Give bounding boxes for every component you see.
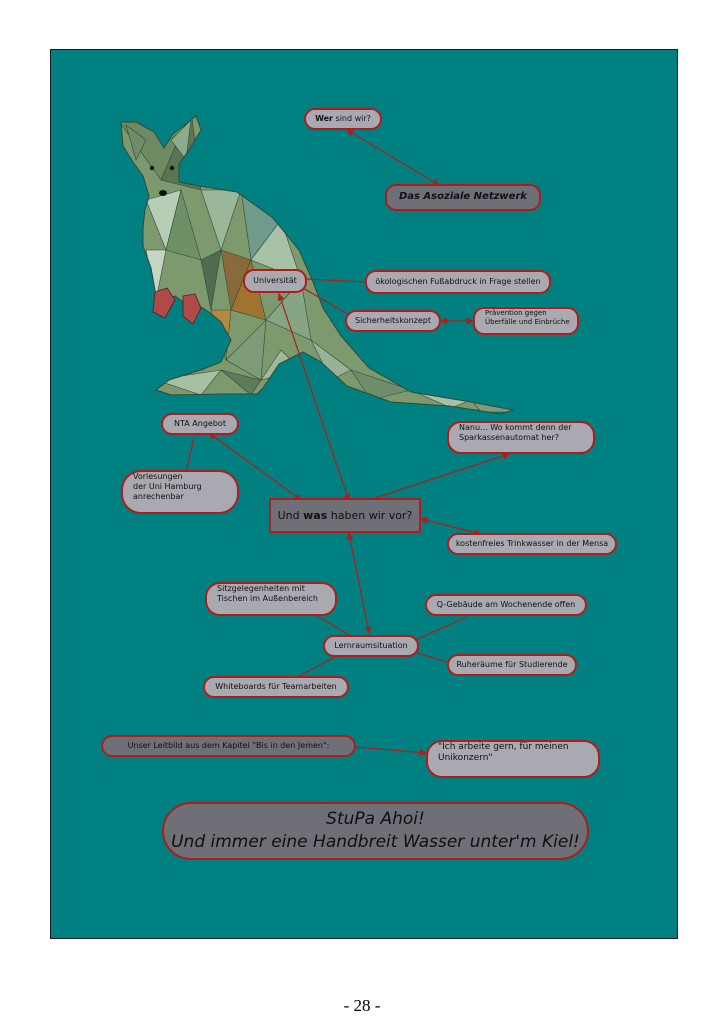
node-zitat-unikonzern[interactable] [426,740,600,778]
node-center-post: haben wir vor? [327,508,413,522]
node-nta-angebot[interactable] [161,413,239,435]
node-qgebaeude-label: Q-Gebäude am Wochenende offen [436,600,576,609]
node-center-pre: Und [277,508,304,522]
node-das-asoziale-netzwerk[interactable] [385,184,541,211]
node-sicherheitskonzept[interactable] [345,310,441,332]
node-sitzgelegenheiten[interactable] [205,582,337,616]
node-lernraum-label: Lernraumsituation [334,641,408,650]
node-whiteboards[interactable] [203,676,349,698]
node-kostenfreies-trinkwasser[interactable] [447,533,617,555]
node-ruhe-label: Ruheräume für Studierende [456,660,568,669]
node-trinkwasser-label: kostenfreies Trinkwasser in der Mensa [455,539,609,548]
node-wer-sind-wir[interactable] [304,108,382,130]
node-oeko-label: ökologischen Fußabdruck in Frage stellen [375,277,541,286]
node-nanu-line-2: Sparkassenautomat her? [459,433,559,442]
node-whiteboards-label: Whiteboards für Teamarbeiten [215,682,337,691]
node-und-was-haben-wir-vor[interactable] [269,498,421,533]
node-praevention[interactable] [473,307,579,335]
node-sicherheit-label: Sicherheitskonzept [354,316,431,325]
node-vorlesungen-line-1: Vorlesungen [133,472,183,481]
node-q-gebaeude[interactable] [425,594,587,616]
node-universitaet[interactable] [243,269,307,293]
node-vorlesungen-line-3: anrechenbar [133,492,184,501]
page-number: - 28 - [343,996,381,1015]
node-center-bold: was [303,508,328,522]
mindmap-panel [50,49,678,939]
node-asoziale-label: Das Asoziale Netzwerk [398,191,528,203]
node-sitz-line-1: Sitzgelegenheiten mit [217,584,305,593]
node-motto-line-2: Und immer eine Handbreit Wasser unter'm Kiel! [171,832,580,852]
node-motto-line-1: StuPa Ahoi! [326,809,425,830]
node-nanu-sparkassenautomat[interactable] [447,421,595,454]
node-ruheraeume[interactable] [447,654,577,676]
node-zitat-line-1: "Ich arbeite gern, für meinen [438,742,569,752]
node-lernraumsituation[interactable] [323,635,419,657]
node-uni-label: Universität [253,276,297,285]
node-vorlesungen[interactable] [121,470,239,514]
node-nta-label: NTA Angebot [174,419,226,428]
node-wer-bold: Wer [315,114,333,123]
node-nanu-line-1: Nanu... Wo kommt denn der [459,423,572,432]
node-leitbild-label: Unser Leitbild aus dem Kapitel "Bis in den Jemen": [127,741,330,750]
node-praevention-line-1: Prävention gegen [485,309,547,317]
node-oekologischer-fussabdruck[interactable] [365,270,551,294]
node-wer-rest: sind wir? [332,114,371,123]
node-zitat-line-2: Unikonzern" [438,753,493,764]
node-vorlesungen-line-2: der Uni Hamburg [133,482,202,491]
node-motto[interactable] [162,802,589,860]
node-leitbild[interactable] [101,735,356,757]
node-praevention-line-2: Überfälle und Einbrüche [485,317,570,326]
node-sitz-line-2: Tischen im Außenbereich [217,594,318,603]
